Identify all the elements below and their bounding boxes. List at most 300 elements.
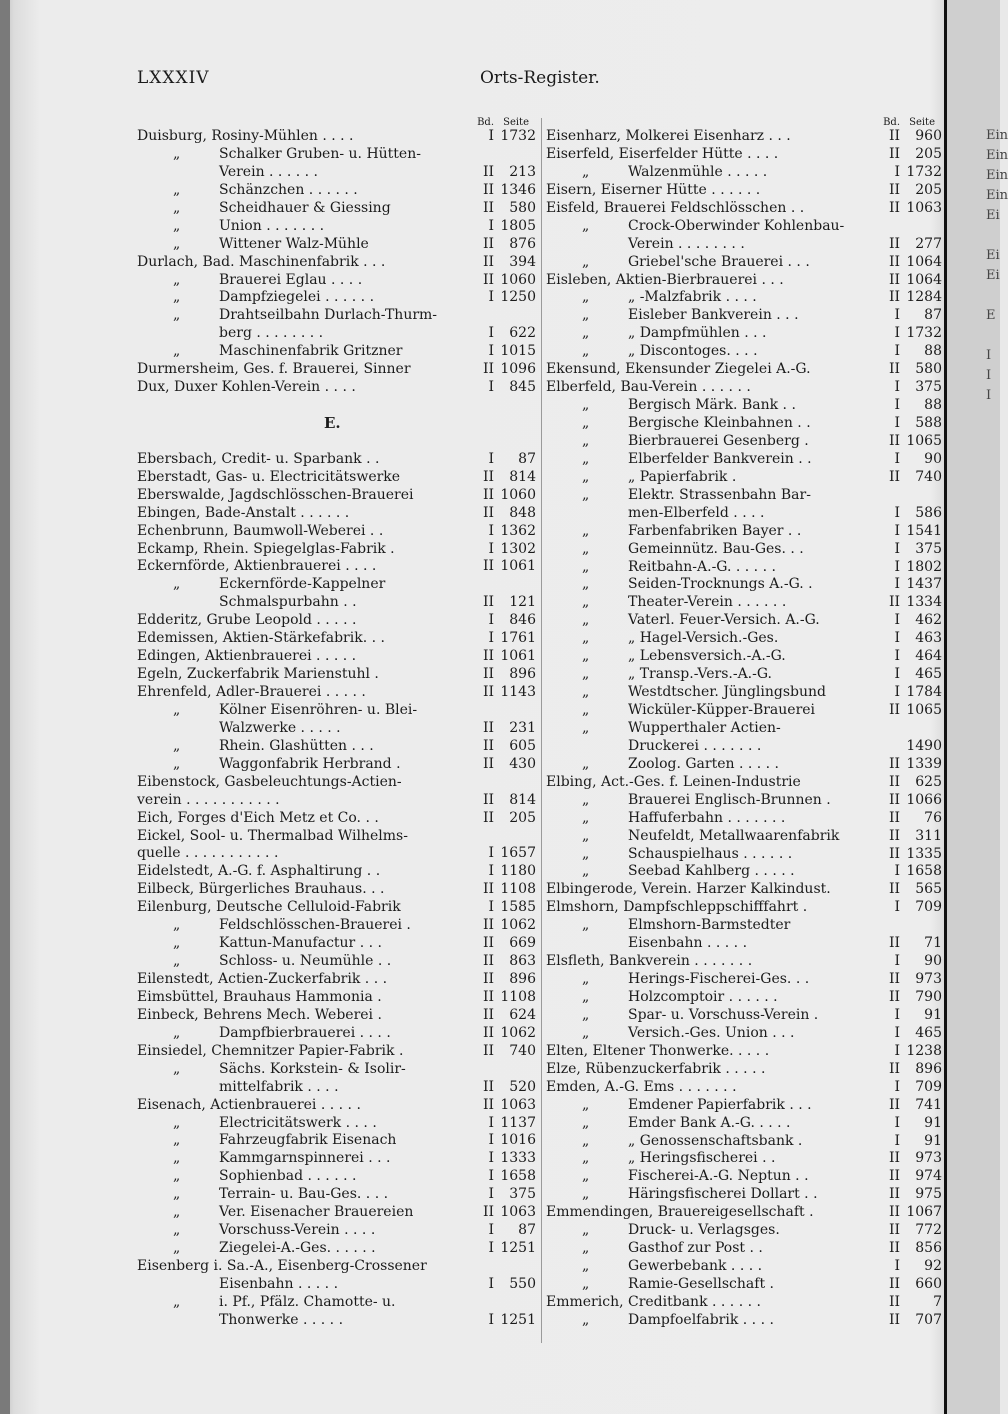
page-ref: 975	[915, 1186, 942, 1203]
entry-name: Echenbrunn, Baumwoll-Weberei . .	[137, 522, 384, 539]
index-entry	[137, 1204, 540, 1222]
index-entry	[137, 648, 540, 666]
bd-header: Bd.	[883, 117, 900, 128]
volume-number: II	[888, 791, 900, 808]
volume-number: II	[482, 1042, 494, 1059]
entry-name: Edemissen, Aktien-Stärkefabrik. . .	[137, 630, 385, 647]
volume-number: I	[488, 1186, 494, 1203]
ditto-mark: „	[173, 1168, 181, 1185]
ditto-mark: „	[582, 612, 590, 629]
page-ref: 622	[509, 325, 536, 342]
index-entry	[137, 1222, 540, 1240]
page-ref: 1335	[906, 845, 942, 862]
entry-name: Haffuferbahn . . . . . . .	[628, 809, 786, 826]
entry-name: „ Hagel-Versich.-Ges.	[628, 630, 779, 647]
index-entry	[546, 792, 946, 810]
page-ref: 580	[915, 361, 942, 378]
page-ref: 1302	[500, 540, 536, 557]
index-entry	[546, 630, 946, 648]
page-ref: 90	[924, 450, 942, 467]
page-ref: 586	[915, 504, 942, 521]
index-entry	[546, 846, 946, 864]
entry-name: Eisenberg i. Sa.-A., Eisenberg-Crossener	[137, 1258, 427, 1275]
ditto-mark: „	[582, 791, 590, 808]
entry-name: Eibenstock, Gasbeleuchtungs-Actien-	[137, 773, 402, 790]
index-entry	[137, 1258, 540, 1276]
index-entry	[137, 576, 540, 594]
entry-name: „ Transp.-Vers.-A.-G.	[628, 666, 772, 683]
volume-number: II	[482, 666, 494, 683]
entry-name: Bergische Kleinbahnen . .	[628, 415, 811, 431]
volume-number: II	[482, 953, 494, 970]
ditto-mark: „	[582, 845, 590, 862]
page-ref: 87	[518, 450, 536, 467]
index-entry	[137, 720, 540, 738]
index-entry	[546, 1204, 946, 1222]
page-ref: 772	[915, 1222, 942, 1239]
volume-number: II	[482, 199, 494, 216]
page-ref: 1096	[500, 361, 536, 378]
entry-name: „ Lebensversich.-A.-G.	[628, 648, 786, 665]
volume-number: II	[888, 253, 900, 270]
volume-number: II	[482, 468, 494, 485]
entry-name: Theater-Verein . . . . . .	[628, 594, 787, 611]
volume-number: I	[894, 630, 900, 647]
index-entry	[137, 1115, 540, 1133]
entry-name: Druck- u. Verlagsges.	[628, 1222, 780, 1239]
page-ref: 1060	[500, 486, 536, 503]
page-ref: 588	[915, 415, 942, 431]
index-entry	[137, 1312, 540, 1330]
ditto-mark: „	[582, 630, 590, 647]
index-entry	[546, 505, 946, 523]
page-ref: 624	[509, 1006, 536, 1023]
ditto-mark: „	[173, 1204, 181, 1221]
entry-name: Electricitätswerk . . . .	[219, 1114, 377, 1131]
page-ref: 1180	[500, 863, 536, 880]
volume-number: I	[488, 1168, 494, 1185]
ditto-mark: „	[582, 253, 590, 270]
volume-number: I	[894, 863, 900, 880]
entry-name: Verein . . . . . . . .	[628, 235, 745, 252]
volume-number: I	[894, 343, 900, 360]
volume-number: I	[488, 1275, 494, 1292]
index-entry	[546, 1168, 946, 1186]
left-page-edge	[0, 0, 10, 1414]
entry-name: Drahtseilbahn Durlach-Thurm-	[219, 307, 438, 324]
page-ref: 1250	[500, 289, 536, 306]
volume-number: I	[488, 522, 494, 539]
index-entry	[546, 218, 946, 236]
index-entry	[137, 164, 540, 182]
index-entry	[137, 989, 540, 1007]
facing-page-bleed-text	[986, 126, 1008, 406]
page-ref: 1063	[906, 199, 942, 216]
page-ref: 625	[915, 773, 942, 790]
ditto-mark: „	[173, 145, 181, 162]
entry-name: Feldschlösschen-Brauerei .	[219, 917, 411, 934]
volume-number: II	[482, 163, 494, 180]
index-entry	[546, 576, 946, 594]
page-ref: 231	[509, 719, 536, 736]
ditto-mark: „	[582, 1240, 590, 1257]
page-ref: 464	[915, 648, 942, 665]
index-entry	[137, 505, 540, 523]
ditto-mark: „	[582, 1276, 590, 1292]
entry-name: Ekensund, Ekensunder Ziegelei A.-G.	[546, 361, 811, 378]
index-entry	[137, 325, 540, 343]
ditto-mark: „	[173, 1150, 181, 1167]
ditto-mark: „	[173, 1114, 181, 1131]
index-entry	[137, 863, 540, 881]
entry-name: Westdtscher. Jünglingsbund	[628, 684, 826, 701]
ditto-mark: „	[582, 163, 590, 180]
page-ref: 92	[924, 1258, 942, 1275]
volume-number: II	[888, 827, 900, 844]
entry-name: Waggonfabrik Herbrand .	[219, 755, 401, 772]
page-ref: 1064	[906, 253, 942, 270]
index-entry	[137, 469, 540, 487]
volume-number: I	[894, 1078, 900, 1095]
volume-number: II	[482, 988, 494, 1005]
ditto-mark: „	[582, 343, 590, 360]
page-ref: 1108	[500, 988, 536, 1005]
index-entry	[546, 361, 946, 379]
entry-name: Eisenbahn . . . . .	[628, 935, 748, 952]
bleed-fragment: Ein	[986, 128, 1008, 143]
ditto-mark: „	[173, 1024, 181, 1041]
entry-name: Elektr. Strassenbahn Bar-	[628, 486, 811, 503]
bleed-fragment: Ein	[986, 148, 1008, 163]
bleed-fragment: Ein	[986, 188, 1008, 203]
volume-number: I	[488, 540, 494, 557]
ditto-mark: „	[582, 989, 590, 1005]
index-entry	[137, 612, 540, 630]
page-ref: 71	[924, 935, 942, 952]
volume-number: I	[894, 648, 900, 665]
page-ref: 1063	[500, 1096, 536, 1113]
volume-number: II	[888, 1168, 900, 1185]
page-ref: 1490	[906, 737, 942, 754]
volume-number: I	[488, 630, 494, 647]
ditto-mark: „	[582, 1132, 590, 1149]
page-ref: 430	[509, 755, 536, 772]
ditto-mark: „	[582, 415, 590, 431]
volume-number: I	[894, 415, 900, 431]
page-ref: 1732	[906, 163, 942, 180]
index-entry	[546, 541, 946, 559]
index-entry	[546, 397, 946, 415]
entry-name: Emmendingen, Brauereigesellschaft .	[546, 1204, 814, 1221]
index-entry	[137, 541, 540, 559]
entry-name: Sächs. Korkstein- & Isolir-	[219, 1060, 406, 1077]
entry-name: Bergisch Märk. Bank . .	[628, 397, 796, 414]
entry-name: Union . . . . . . .	[219, 217, 325, 234]
entry-name: Eberswalde, Jagdschlösschen-Brauerei	[137, 486, 414, 503]
entry-name: Kattun-Manufactur . . .	[219, 935, 382, 952]
entry-name: Eickel, Sool- u. Thermalbad Wilhelms-	[137, 827, 408, 844]
page-ref: 605	[509, 737, 536, 754]
page-ref: 848	[509, 504, 536, 521]
entry-name: Elbing, Act.-Ges. f. Leinen-Industrie	[546, 773, 801, 790]
index-entry	[137, 594, 540, 612]
volume-number: II	[888, 468, 900, 485]
ditto-mark: „	[582, 1024, 590, 1041]
entry-name: Duisburg, Rosiny-Mühlen . . . .	[137, 128, 354, 144]
entry-name: Durlach, Bad. Maschinenfabrik . . .	[137, 253, 386, 270]
seite-header: Seite	[503, 117, 529, 128]
page-ref: 1063	[500, 1204, 536, 1221]
volume-number: I	[488, 128, 494, 144]
ditto-mark: „	[173, 1132, 181, 1149]
index-entry	[137, 128, 540, 146]
volume-number: II	[888, 1096, 900, 1113]
bleed-fragment: I	[986, 348, 992, 363]
page-ref: 707	[915, 1311, 942, 1328]
entry-name: Sophienbad . . . . . .	[219, 1168, 357, 1185]
entry-name: Wupperthaler Actien-	[628, 719, 781, 736]
entry-name: Elze, Rübenzuckerfabrik . . . . .	[546, 1060, 766, 1077]
volume-number: I	[894, 307, 900, 324]
index-entry	[546, 1294, 946, 1312]
entry-name: Fischerei-A.-G. Neptun . .	[628, 1168, 809, 1185]
entry-name: „ -Malzfabrik . . . .	[628, 289, 757, 306]
page-ref: 1060	[500, 271, 536, 288]
index-entry	[137, 1079, 540, 1097]
volume-number: II	[888, 1060, 900, 1077]
volume-number: I	[488, 289, 494, 306]
bleed-fragment: I	[986, 368, 992, 383]
entry-name: Zoolog. Garten . . . . .	[628, 755, 780, 772]
index-entry	[546, 433, 946, 451]
entry-name: „ Dampfmühlen . . .	[628, 325, 767, 342]
bleed-fragment: Ein	[986, 168, 1008, 183]
volume-number: I	[894, 953, 900, 970]
ditto-mark: „	[582, 450, 590, 467]
page-ref: 394	[509, 253, 536, 270]
entry-name: Spar- u. Vorschuss-Verein .	[628, 1006, 819, 1023]
ditto-mark: „	[582, 1186, 590, 1203]
entry-name: Eckernförde-Kappelner	[219, 576, 386, 593]
entry-name: Dux, Duxer Kohlen-Verein . . . .	[137, 379, 356, 396]
page-ref: 375	[509, 1186, 536, 1203]
index-entry	[137, 666, 540, 684]
volume-number: II	[482, 1024, 494, 1041]
page-ref: 1066	[906, 791, 942, 808]
entry-name: Thonwerke . . . . .	[219, 1311, 344, 1328]
volume-number: I	[894, 899, 900, 916]
bleed-fragment: Ei	[986, 268, 1000, 283]
ditto-mark: „	[173, 737, 181, 754]
page-ref: 960	[915, 128, 942, 144]
ditto-mark: „	[173, 701, 181, 718]
entry-name: Ebingen, Bade-Anstalt . . . . . .	[137, 504, 350, 521]
entry-name: Eisfeld, Brauerei Feldschlösschen . .	[546, 199, 805, 216]
e-entries	[137, 451, 540, 1330]
entry-name: Farbenfabriken Bayer . .	[628, 522, 802, 539]
volume-number: I	[894, 666, 900, 683]
entry-name: Eberstadt, Gas- u. Electricitätswerke	[137, 468, 401, 485]
entry-name: Eilbeck, Bürgerliches Brauhaus. . .	[137, 881, 385, 898]
volume-number: II	[888, 199, 900, 216]
volume-number: I	[488, 899, 494, 916]
entry-name: Elbingerode, Verein. Harzer Kalkindust.	[546, 881, 831, 898]
ditto-mark: „	[582, 1222, 590, 1239]
index-entry	[137, 792, 540, 810]
entry-name: Emder Bank A.-G. . . . .	[628, 1114, 791, 1131]
index-entry	[546, 307, 946, 325]
index-entry	[137, 630, 540, 648]
page-ref: 1251	[500, 1311, 536, 1328]
index-entry	[546, 774, 946, 792]
ditto-mark: „	[582, 289, 590, 306]
volume-number: II	[482, 271, 494, 288]
index-entry	[137, 379, 540, 397]
ditto-mark: „	[582, 325, 590, 342]
index-entry	[546, 146, 946, 164]
page-ref: 1061	[500, 558, 536, 575]
ditto-mark: „	[582, 1114, 590, 1131]
volume-number: I	[894, 325, 900, 342]
entry-name: Walzenmühle . . . . .	[628, 163, 768, 180]
page-ref: 277	[915, 235, 942, 252]
volume-number: II	[888, 594, 900, 611]
entry-name: Emdener Papierfabrik . . .	[628, 1096, 812, 1113]
volume-number: II	[888, 1311, 900, 1328]
entry-name: berg . . . . . . . .	[219, 325, 324, 342]
volume-number: II	[888, 881, 900, 898]
ditto-mark: „	[173, 1240, 181, 1257]
volume-number: I	[894, 1132, 900, 1149]
entry-name: Eich, Forges d'Eich Metz et Co. . .	[137, 809, 379, 826]
index-entry	[546, 738, 946, 756]
page-number: LXXXIV	[137, 68, 210, 88]
entry-name: men-Elberfeld . . . .	[628, 504, 765, 521]
bd-header: Bd.	[477, 117, 494, 128]
index-entry	[546, 1133, 946, 1151]
index-entry	[137, 917, 540, 935]
ditto-mark: „	[582, 1006, 590, 1023]
volume-number: I	[894, 576, 900, 593]
page-ref: 1339	[906, 755, 942, 772]
page-ref: 1802	[906, 558, 942, 575]
entry-name: Wicküler-Küpper-Brauerei	[628, 702, 816, 718]
page-ref: 973	[915, 971, 942, 988]
entry-name: Dampfziegelei . . . . . .	[219, 289, 375, 306]
page-ref: 846	[509, 612, 536, 629]
column-header	[137, 112, 540, 128]
page-ref: 1346	[500, 181, 536, 198]
page-ref: 1334	[906, 594, 942, 611]
volume-number: II	[482, 235, 494, 252]
page-ref: 213	[509, 163, 536, 180]
index-entry	[137, 1150, 540, 1168]
index-entry	[137, 361, 540, 379]
volume-number: II	[482, 809, 494, 826]
index-entry	[546, 1061, 946, 1079]
index-entry	[137, 1007, 540, 1025]
ditto-mark: „	[582, 917, 590, 934]
entry-name: „ Genossenschaftsbank .	[628, 1132, 803, 1149]
entry-name: Eilenstedt, Actien-Zuckerfabrik . . .	[137, 971, 388, 988]
entry-name: Brauerei Englisch-Brunnen .	[628, 791, 831, 808]
volume-number: I	[894, 504, 900, 521]
page-ref: 462	[915, 612, 942, 629]
entry-name: Ramie-Gesellschaft .	[628, 1276, 774, 1292]
page-ref: 740	[509, 1042, 536, 1059]
entry-name: Elsfleth, Bankverein . . . . . . .	[546, 953, 753, 970]
volume-number: I	[488, 450, 494, 467]
page-ref: 90	[924, 953, 942, 970]
ditto-mark: „	[582, 666, 590, 683]
index-entry	[546, 1312, 946, 1330]
volume-number: II	[888, 755, 900, 772]
page-ref: 896	[509, 666, 536, 683]
page-ref: 76	[924, 809, 942, 826]
entry-name: Versich.-Ges. Union . . .	[628, 1024, 795, 1041]
entry-name: Elberfelder Bankverein . .	[628, 450, 812, 467]
ditto-mark: „	[173, 1222, 181, 1239]
index-entry	[546, 128, 946, 146]
page-ref: 1067	[906, 1204, 942, 1221]
entry-name: Vaterl. Feuer-Versich. A.-G.	[628, 612, 820, 629]
index-entry	[137, 756, 540, 774]
volume-number: II	[482, 648, 494, 665]
entry-name: Elten, Eltener Thonwerke. . . . .	[546, 1042, 770, 1059]
ditto-mark: „	[582, 397, 590, 414]
index-entry	[137, 953, 540, 971]
volume-number: I	[488, 1240, 494, 1257]
index-entry	[546, 1043, 946, 1061]
entry-name: „ Papierfabrik .	[628, 468, 737, 485]
entry-name: Verein . . . . . .	[219, 163, 318, 180]
entry-name: Eisenharz, Molkerei Eisenharz . . .	[546, 128, 791, 144]
page-ref: 856	[915, 1240, 942, 1257]
volume-number: II	[482, 755, 494, 772]
volume-number: I	[488, 845, 494, 862]
index-entry	[137, 218, 540, 236]
volume-number: II	[888, 289, 900, 306]
entry-name: Eisleben, Aktien-Bierbrauerei . . .	[546, 271, 784, 288]
index-entry	[546, 559, 946, 577]
volume-number: II	[888, 181, 900, 198]
index-entry	[137, 200, 540, 218]
volume-number: I	[488, 1150, 494, 1167]
index-entry	[546, 863, 946, 881]
bleed-fragment	[986, 286, 1000, 306]
entry-name: Bierbrauerei Gesenberg .	[628, 432, 809, 449]
volume-number: II	[888, 1186, 900, 1203]
entry-name: mittelfabrik . . . .	[219, 1078, 339, 1095]
volume-number: I	[894, 379, 900, 396]
ditto-mark: „	[582, 684, 590, 701]
ditto-mark: „	[582, 522, 590, 539]
index-entry	[137, 558, 540, 576]
ditto-mark: „	[173, 1060, 181, 1077]
volume-number: II	[888, 935, 900, 952]
entry-name: Brauerei Eglau . . . .	[219, 271, 363, 288]
volume-number: II	[482, 1078, 494, 1095]
entry-name: Eimsbüttel, Brauhaus Hammonia .	[137, 988, 382, 1005]
entry-name: Schauspielhaus . . . . . .	[628, 845, 793, 862]
running-title: Orts-Register.	[480, 68, 600, 88]
ditto-mark: „	[173, 953, 181, 970]
index-entry	[137, 899, 540, 917]
volume-number: I	[894, 1006, 900, 1023]
ditto-mark: „	[582, 719, 590, 736]
ditto-mark: „	[173, 235, 181, 252]
index-entry	[137, 146, 540, 164]
